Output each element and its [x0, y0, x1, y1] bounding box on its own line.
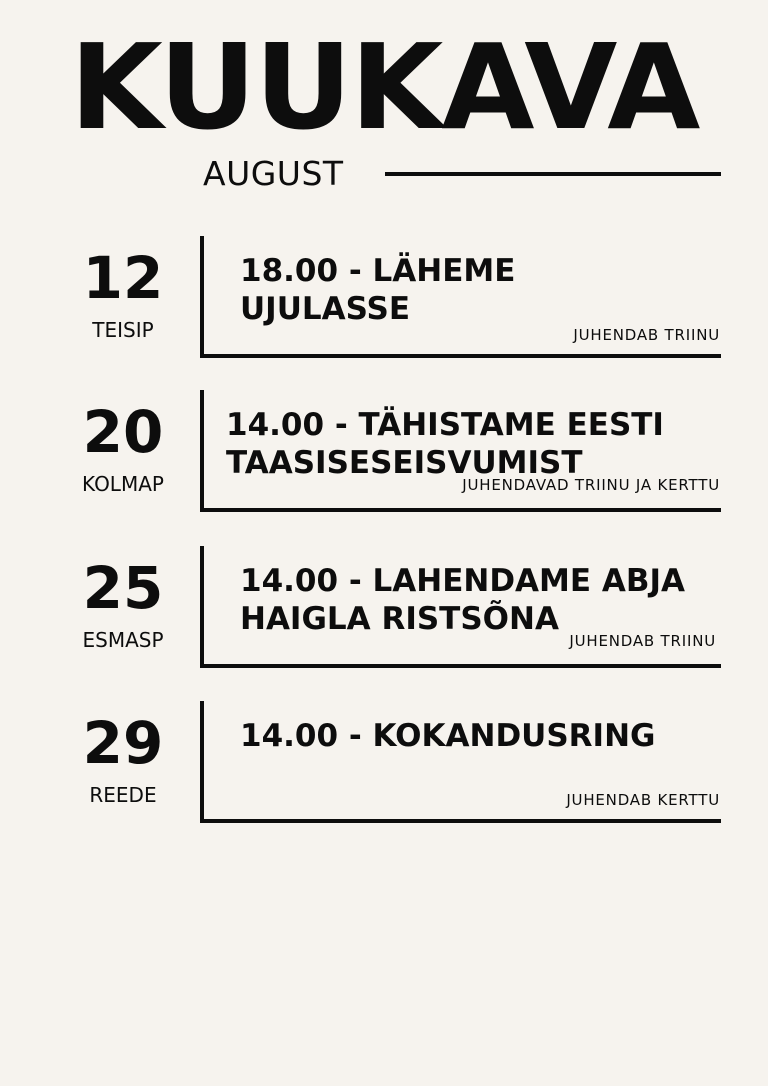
- event-title: 14.00 - LAHENDAME ABJA HAIGLA RISTSÕNA: [240, 563, 686, 637]
- event-horizontal-rule: [200, 354, 721, 358]
- event-title: 14.00 - KOKANDUSRING: [240, 718, 656, 754]
- event-item: [0, 390, 768, 515]
- event-horizontal-rule: [200, 664, 721, 668]
- month-divider: [385, 172, 721, 176]
- event-day-name: REEDE: [89, 783, 157, 807]
- page-title: KUUKAVA: [69, 18, 699, 156]
- event-title: 18.00 - LÄHEME UJULASSE: [240, 253, 516, 327]
- event-leader: JUHENDAB KERTTU: [566, 791, 720, 809]
- event-day-number: 29: [82, 709, 164, 777]
- event-horizontal-rule: [200, 819, 721, 823]
- event-leader: JUHENDAVAD TRIINU JA KERTTU: [462, 476, 720, 494]
- event-leader: JUHENDAB TRIINU: [573, 326, 720, 344]
- event-item: [0, 236, 768, 361]
- event-item: [0, 546, 768, 671]
- event-title: 14.00 - TÄHISTAME EESTI TAASISESEISVUMIST: [226, 407, 664, 481]
- event-day-name: TEISIP: [92, 318, 154, 342]
- event-leader: JUHENDAB TRIINU: [569, 632, 716, 650]
- month-label: AUGUST: [203, 154, 344, 193]
- event-day-number: 12: [82, 244, 164, 312]
- event-day-number: 25: [82, 554, 164, 622]
- event-day-name: KOLMAP: [82, 472, 164, 496]
- event-vertical-rule: [200, 546, 204, 668]
- event-horizontal-rule: [200, 508, 721, 512]
- event-vertical-rule: [200, 236, 204, 358]
- event-item: [0, 701, 768, 826]
- event-day-name: ESMASP: [82, 628, 164, 652]
- event-vertical-rule: [200, 390, 204, 512]
- event-day-number: 20: [82, 398, 164, 466]
- event-vertical-rule: [200, 701, 204, 823]
